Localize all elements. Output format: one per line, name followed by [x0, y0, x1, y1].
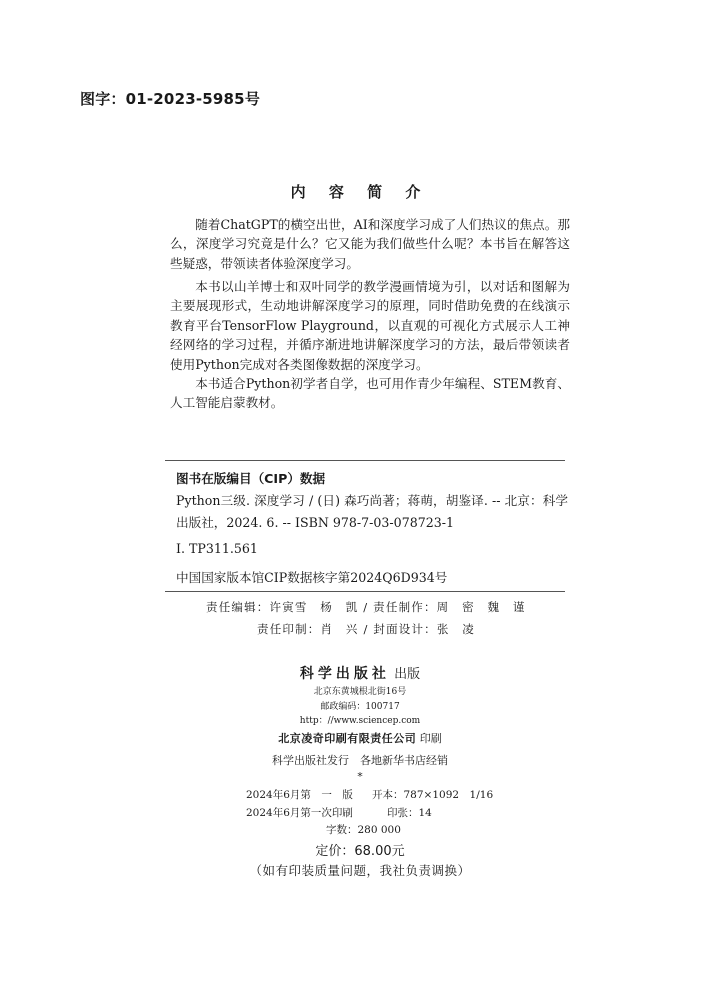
cip-classification: Ⅰ. TP311.561 [176, 541, 258, 556]
intro-paragraph-text: 本书以山羊博士和双叶同学的教学漫画情境为引，以对话和图解为主要展现形式，生动地讲解深度学习的原理，同时借助免费的在线演示教育平台TensorFlow Playground，以直观的可视化方式展示人工神经网络的学习过程，并循序渐进地讲解深度学习的方法，最后带领读者使用Python完成对各类图像数据的深度学习。 [170, 279, 570, 372]
printer-name: 北京凌奇印刷有限责任公司 [278, 732, 417, 745]
intro-paragraph-1 [170, 215, 570, 273]
publisher-website: http：//www.sciencep.com [299, 716, 421, 726]
quality-note: （如有印装质量问题，我社负责调换） [249, 863, 471, 878]
cip-entry: Python三级. 深度学习 / (日) 森巧尚著；蒋萌，胡鉴译. -- 北京：科学出版社，2024. 6. -- ISBN 978-7-03-078723-1 [176, 493, 568, 530]
sheets: 印张：14 [387, 807, 432, 819]
separator-star: * [357, 770, 363, 783]
cip-heading: 图书在版编目（CIP）数据 [176, 471, 326, 486]
publisher-name: 科学出版社 [299, 666, 390, 682]
distribution-line: 科学出版社发行 各地新华书店经销 [272, 754, 448, 767]
format: 开本：787×1092 1/16 [372, 789, 494, 801]
word-count: 字数：280 000 [326, 824, 401, 836]
intro-paragraph-text: 本书适合Python初学者自学，也可用作青少年编程、STEM教育、人工智能启蒙教材。 [170, 376, 570, 411]
publisher-suffix: 出版 [394, 667, 421, 682]
edition: 2024年6月第 一 版 [246, 789, 353, 801]
printing: 2024年6月第一次印刷 [246, 807, 353, 819]
cip-check-number: 中国国家版本馆CIP数据核字第2024Q6D934号 [176, 570, 448, 585]
production-line: 责任印制：肖 兴 / 封面设计：张 凌 [257, 622, 475, 636]
intro-paragraph-text: 随着ChatGPT的横空出世，AI和深度学习成了人们热议的焦点。那么，深度学习究竟是什么？它又能为我们做些什么呢？本书旨在解答这些疑惑，带领读者体验深度学习。 [170, 217, 570, 271]
intro-heading: 内 容 简 介 [290, 183, 430, 201]
publisher-address: 北京东黄城根北街16号 [313, 687, 407, 697]
copyright-registration: 图字：01-2023-5985号 [80, 90, 261, 108]
editors-line: 责任编辑：许寅雪 杨 凯 / 责任制作：周 密 魏 谨 [206, 600, 526, 614]
intro-paragraph-3 [170, 374, 570, 413]
publisher-postcode: 邮政编码：100717 [320, 702, 400, 712]
printer-suffix: 印刷 [419, 732, 442, 745]
divider-bottom [165, 591, 565, 592]
publisher-line [0, 663, 720, 683]
price: 定价：68.00元 [315, 844, 405, 859]
intro-paragraph-2 [170, 277, 570, 374]
divider-top [165, 460, 565, 461]
printer-line [0, 730, 720, 746]
